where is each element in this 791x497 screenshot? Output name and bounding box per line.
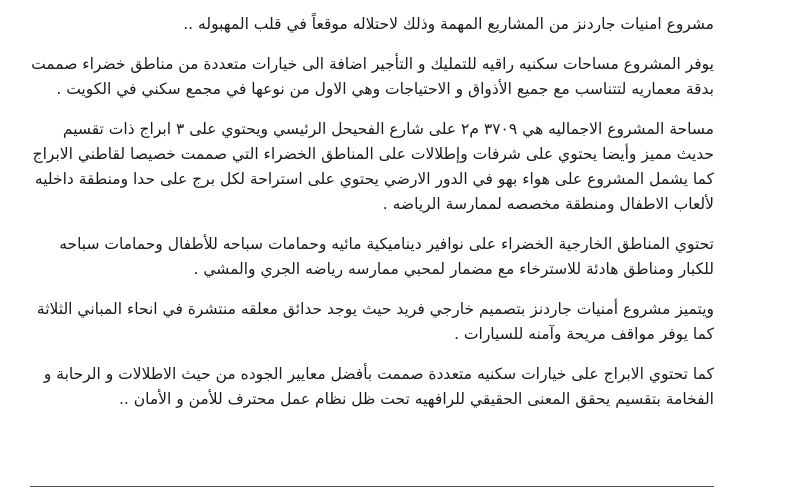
paragraph-residential-spaces: يوفر المشروع مساحات سكنيه راقيه للتمليك و التأجير اضافة الى خيارات متعددة من مناطق خضراء صممت بدقة معماريه لتتناسب مع جميع الأذواق و الاحتياجات وهي الاول من نوعها في مجمع سكني في الكويت . [31,55,714,98]
paragraph-exterior-design: ويتميز مشروع أمنيات جاردنز بتصميم خارجي فريد حيث يوجد حدائق معلقه منتشرة في انحاء المباني الثلاثة كما يوفر مواقف مريحة وآمنه للسيارات . [36,300,714,343]
paragraph-intro: مشروع امنيات جاردنز من المشاريع المهمة وذلك لاحتلاله موقعاً في قلب المهبوله .. [183,15,714,33]
article-body [30,12,714,427]
paragraph-outdoor-areas: تحتوي المناطق الخارجية الخضراء على نوافير ديناميكية مائيه وحمامات سباحه للأطفال وحمامات سباحه للكبار ومناطق هادئة للاسترخاء مع مضمار لمحبي ممارسه رياضه الجري والمشي . [59,235,714,278]
bottom-divider [30,486,714,487]
paragraph-project-area: مساحة المشروع الاجماليه هي ٣٧٠٩ م٢ على شارع الفحيحل الرئيسي ويحتوي على ٣ ابراج ذات تقسيم حديث مميز وأيضا يحتوي على شرفات وإطلالات على المناطق الخضراء التي صممت خصيصا لقاطني الابراج كما يشمل المشروع على هواء بهو في الدور الارضي يحتوي على استراحة لكل برج على حدا ومنطقة داخليه لألعاب الاطفال ومنطقة مخصصه لممارسة الرياضه . [32,120,714,213]
paragraph-residential-options: كما تحتوي الابراج على خيارات سكنيه متعددة صممت بأفضل معايير الجوده من حيث الاطلالات و الرحابة و الفخامة بتقسيم يحقق المعنى الحقيقي للرافهيه تحت ظل نظام عمل محترف للأمن و الأمان .. [43,365,714,408]
